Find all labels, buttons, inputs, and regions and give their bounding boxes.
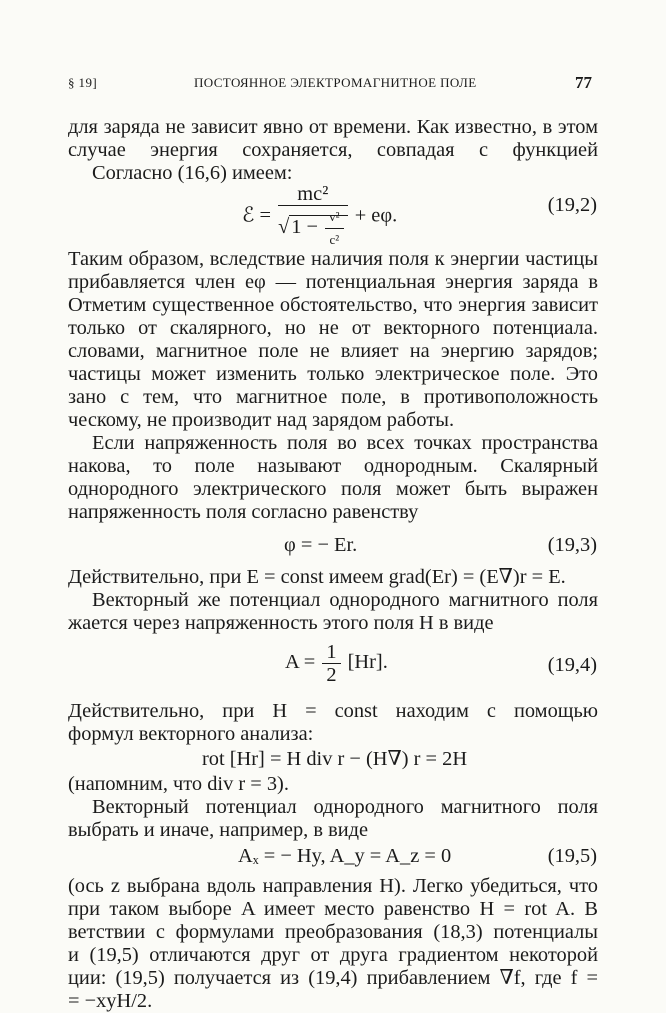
body-line: ческому, не производит над зарядом работы.	[68, 409, 455, 431]
body-line: (ось z выбрана вдоль направления H). Легко убедиться, что	[68, 875, 598, 897]
body-line: словами, магнитное поле не влияет на энергию зарядов;	[68, 340, 598, 362]
energy-numerator: mc²	[278, 184, 348, 206]
velocity-numerator: v²	[325, 207, 343, 229]
body-line: и (19,5) отличаются друг от друга градиентом некоторой	[68, 944, 598, 966]
equation-number-19-3: (19,3)	[547, 534, 597, 556]
body-line: ции: (19,5) получается из (19,4) прибавлением ∇f, где f =	[68, 967, 598, 989]
equation-number-19-2: (19,2)	[547, 194, 597, 216]
body-line: (напомним, что div r = 3).	[68, 773, 289, 795]
equation-19-5: Aₓ = − Hy, A_y = A_z = 0	[238, 845, 452, 867]
body-line: зано с тем, что магнитное поле, в противоположность	[68, 386, 598, 408]
body-line: при таком выборе A имеет место равенство H = rot A. В	[68, 898, 598, 920]
body-line: однородного электрического поля может быть выражен	[68, 478, 598, 500]
equation-number-19-5: (19,5)	[547, 845, 597, 867]
equation-rot: rot [Hr] = H div r − (H∇) r = 2H	[202, 748, 468, 770]
body-line: Действительно, при H = const находим с помощью	[68, 700, 598, 722]
body-line: Согласно (16,6) имеем:	[92, 162, 293, 184]
body-line: Векторный же потенциал однородного магнитного поля	[92, 589, 598, 611]
velocity-fraction	[325, 207, 343, 250]
body-line: Если напряженность поля во всех точках пространства	[92, 432, 598, 454]
equation-number-19-4: (19,4)	[547, 654, 597, 676]
body-line: Действительно, при E = const имеем grad(Er) = (E∇)r = E.	[68, 566, 566, 588]
body-line: ветствии с формулами преобразования (18,3) потенциалы	[68, 921, 598, 943]
running-title: ПОСТОЯННОЕ ЭЛЕКТРОМАГНИТНОЕ ПОЛЕ	[194, 75, 477, 90]
equation-19-3: φ = − Er.	[284, 534, 358, 556]
equation-19-4	[285, 642, 388, 685]
energy-symbol: ℰ =	[242, 204, 271, 227]
page-number: 77	[575, 73, 592, 92]
body-line: формул векторного анализа:	[68, 723, 314, 745]
vector-potential-symbol: A =	[285, 651, 316, 674]
body-line: жается через напряженность этого поля H в виде	[68, 612, 494, 634]
body-line: для заряда не зависит явно от времени. Как известно, в этом	[68, 116, 598, 138]
body-line: Векторный потенциал однородного магнитного поля	[92, 796, 598, 818]
body-line: прибавляется член eφ — потенциальная энергия заряда в	[68, 271, 598, 293]
one-half-fraction	[322, 642, 340, 685]
one-half-denominator: 2	[326, 664, 337, 686]
root-content	[289, 209, 347, 247]
energy-denominator: √1 − $\frac{\text{v²}}{\text{c²}}$	[278, 206, 348, 250]
body-line: Отметим существенное обстоятельство, что энергия зависит	[68, 294, 598, 316]
cross-product: [Hr].	[347, 651, 388, 674]
body-line: напряженность поля согласно равенству	[68, 501, 419, 523]
one-half-numerator: 1	[322, 642, 340, 664]
equation-19-2	[242, 184, 397, 250]
body-line: частицы может изменить только электрическое поле. Это	[68, 363, 598, 385]
potential-term: + eφ.	[354, 204, 398, 227]
body-line: Таким образом, вследствие наличия поля к энергии частицы	[68, 248, 598, 270]
body-line: случае энергия сохраняется, совпадая с функцией	[68, 139, 598, 161]
body-line: только от скалярного, но не от векторного потенциала.	[68, 317, 598, 339]
body-line: = −xyH/2.	[68, 990, 153, 1012]
section-marker: § 19]	[68, 75, 98, 90]
body-line: выбрать и иначе, например, в виде	[68, 819, 369, 841]
energy-fraction	[278, 184, 348, 250]
root-text: 1 −	[291, 216, 319, 239]
body-line: накова, то поле называют однородным. Скалярный	[68, 455, 598, 477]
velocity-denominator: c²	[329, 232, 340, 247]
